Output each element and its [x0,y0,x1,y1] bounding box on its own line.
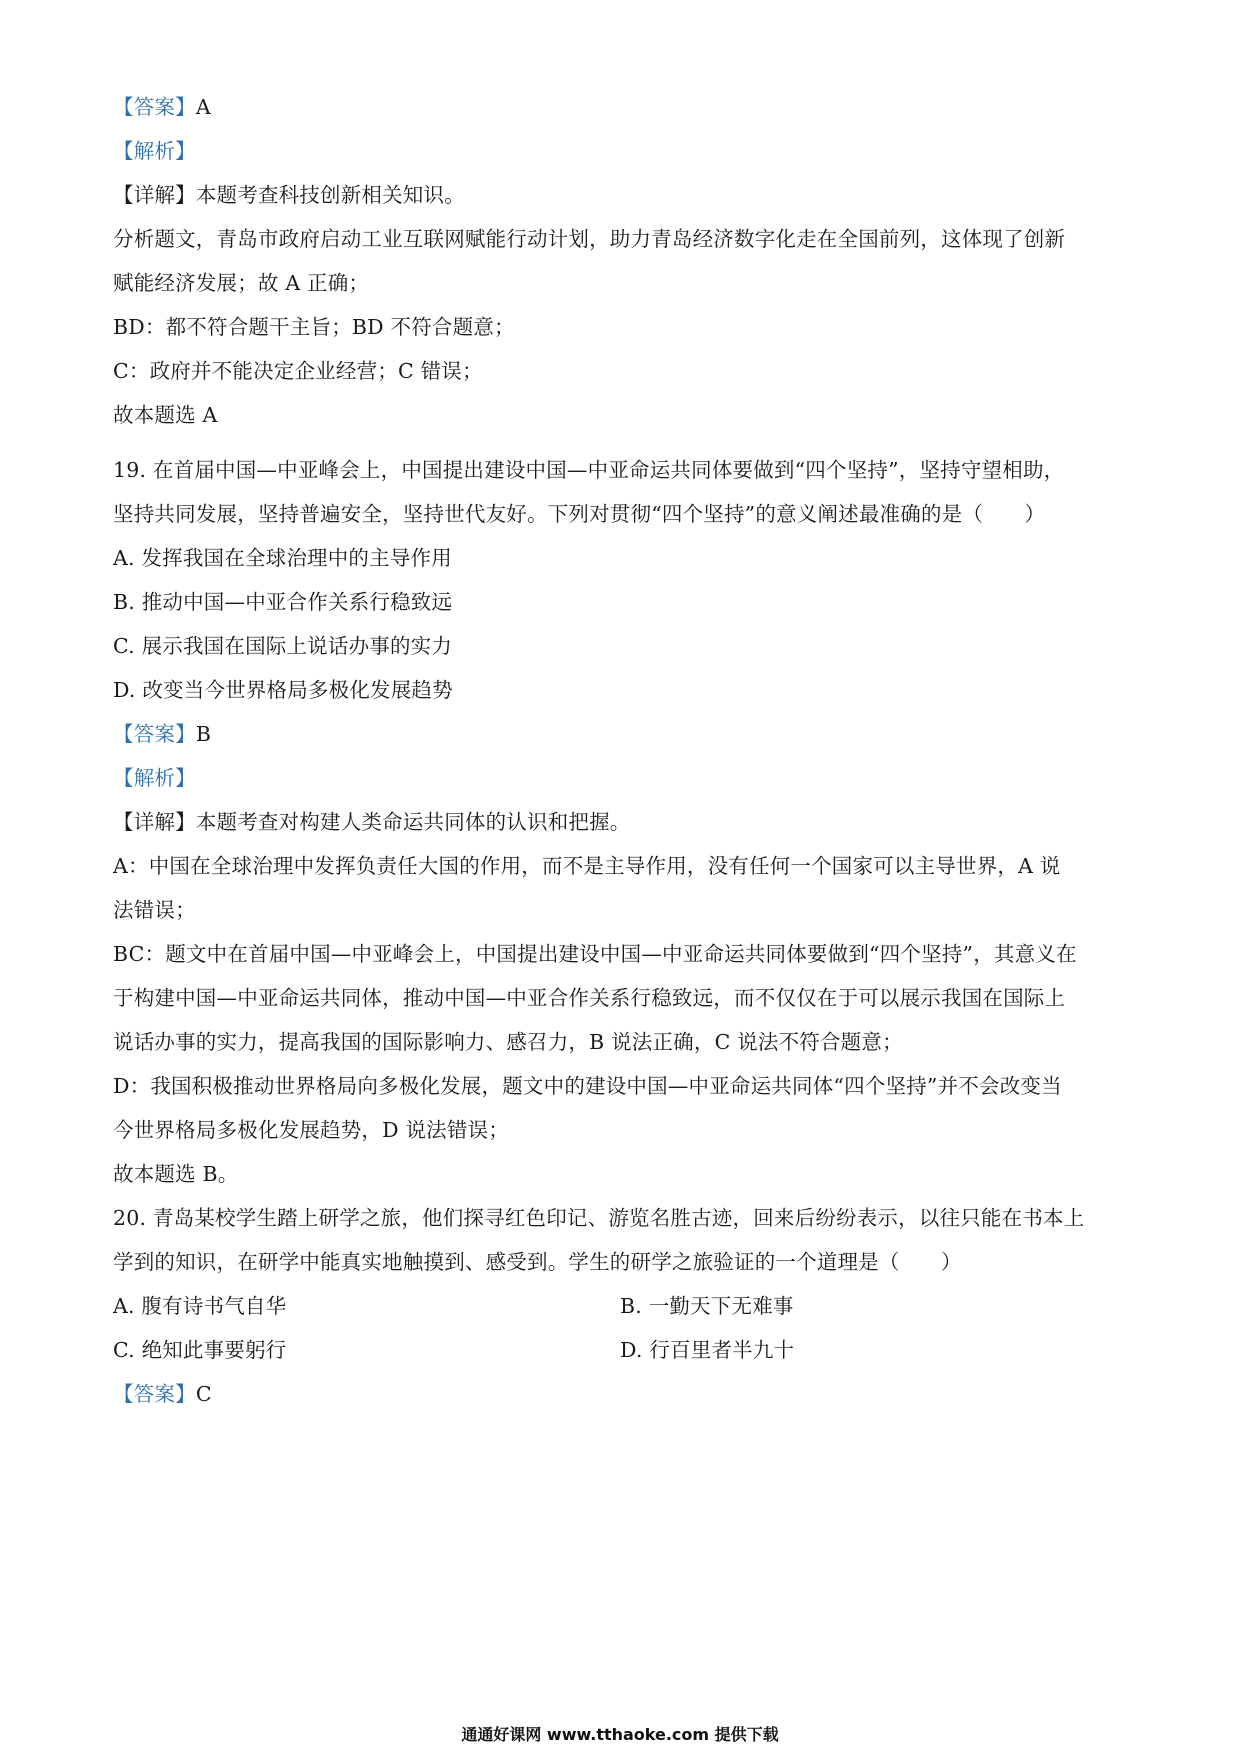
question-20-option-d: D. 行百里者半九十 [620,1338,795,1362]
analysis-tag: 【解析】 [113,766,196,790]
explanation-line: 说话办事的实力，提高我国的国际影响力、感召力，B 说法正确，C 说法不符合题意； [113,1030,903,1054]
question-19-option-c: C. 展示我国在国际上说话办事的实力 [113,634,453,658]
detail-text: 本题考查对构建人类命运共同体的认识和把握。 [195,810,631,834]
question-19-option-a: A. 发挥我国在全球治理中的主导作用 [113,546,452,570]
analysis-tag: 【解析】 [113,139,196,163]
question-19-option-d: D. 改变当今世界格局多极化发展趋势 [113,678,453,702]
explanation-line: BC：题文中在首届中国—中亚峰会上，中国提出建设中国—中亚命运共同体要做到“四个坚持”，其意义在 [113,942,1077,966]
answer-value: C [195,1382,212,1406]
question-20-stem: 20. 青岛某校学生踏上研学之旅，他们探寻红色印记、游览名胜古迹，回来后纷纷表示，以往只能在书本上 [113,1206,1085,1230]
question-20-option-a: A. 腹有诗书气自华 [113,1294,287,1318]
explanation-line: 法错误； [113,898,196,922]
explanation-line: 故本题选 A [113,403,218,427]
answer-value: B [195,722,212,746]
answer-line-20 [113,1379,1143,1409]
answer-line-18 [113,92,1143,122]
explanation-line: 分析题文，青岛市政府启动工业互联网赋能行动计划，助力青岛经济数字化走在全国前列，这体现了创新 [113,227,1066,251]
detail-tag: 【详解】 [113,810,196,834]
question-20-option-c: C. 绝知此事要躬行 [113,1338,287,1362]
answer-tag: 【答案】 [113,1382,196,1406]
explanation-line: 故本题选 B。 [113,1162,239,1186]
answer-tag: 【答案】 [113,722,196,746]
detail-line-18 [113,180,1143,210]
analysis-line-18 [113,136,1143,166]
answer-line-19 [113,719,1143,749]
page-footer: 通通好课网 www.tthaoke.com 提供下载 [461,1725,779,1744]
analysis-line-19 [113,763,1143,793]
question-20-option-b: B. 一勤天下无难事 [620,1294,794,1318]
question-19-stem: 坚持共同发展，坚持普遍安全，坚持世代友好。下列对贯彻“四个坚持”的意义阐述最准确的是（ ） [113,502,1046,526]
explanation-line: 于构建中国—中亚命运共同体，推动中国—中亚合作关系行稳致远，而不仅仅在于可以展示我国在国际上 [113,986,1066,1010]
question-19-option-b: B. 推动中国—中亚合作关系行稳致远 [113,590,453,614]
explanation-line: A：中国在全球治理中发挥负责任大国的作用，而不是主导作用，没有任何一个国家可以主导世界，A 说 [113,854,1061,878]
explanation-line: 今世界格局多极化发展趋势，D 说法错误； [113,1118,509,1142]
explanation-line: BD：都不符合题干主旨；BD 不符合题意； [113,315,515,339]
explanation-line: D：我国积极推动世界格局向多极化发展，题文中的建设中国—中亚命运共同体“四个坚持”并不会改变当 [113,1074,1062,1098]
question-19-stem: 19. 在首届中国—中亚峰会上，中国提出建设中国—中亚命运共同体要做到“四个坚持”，坚持守望相助， [113,458,1065,482]
explanation-line: C：政府并不能决定企业经营；C 错误； [113,359,483,383]
detail-tag: 【详解】 [113,183,196,207]
detail-text: 本题考查科技创新相关知识。 [195,183,465,207]
answer-tag: 【答案】 [113,95,196,119]
question-20-stem: 学到的知识，在研学中能真实地触摸到、感受到。学生的研学之旅验证的一个道理是（ ） [113,1250,962,1274]
detail-line-19 [113,807,1143,837]
answer-value: A [195,95,211,119]
explanation-line: 赋能经济发展；故 A 正确； [113,271,370,295]
